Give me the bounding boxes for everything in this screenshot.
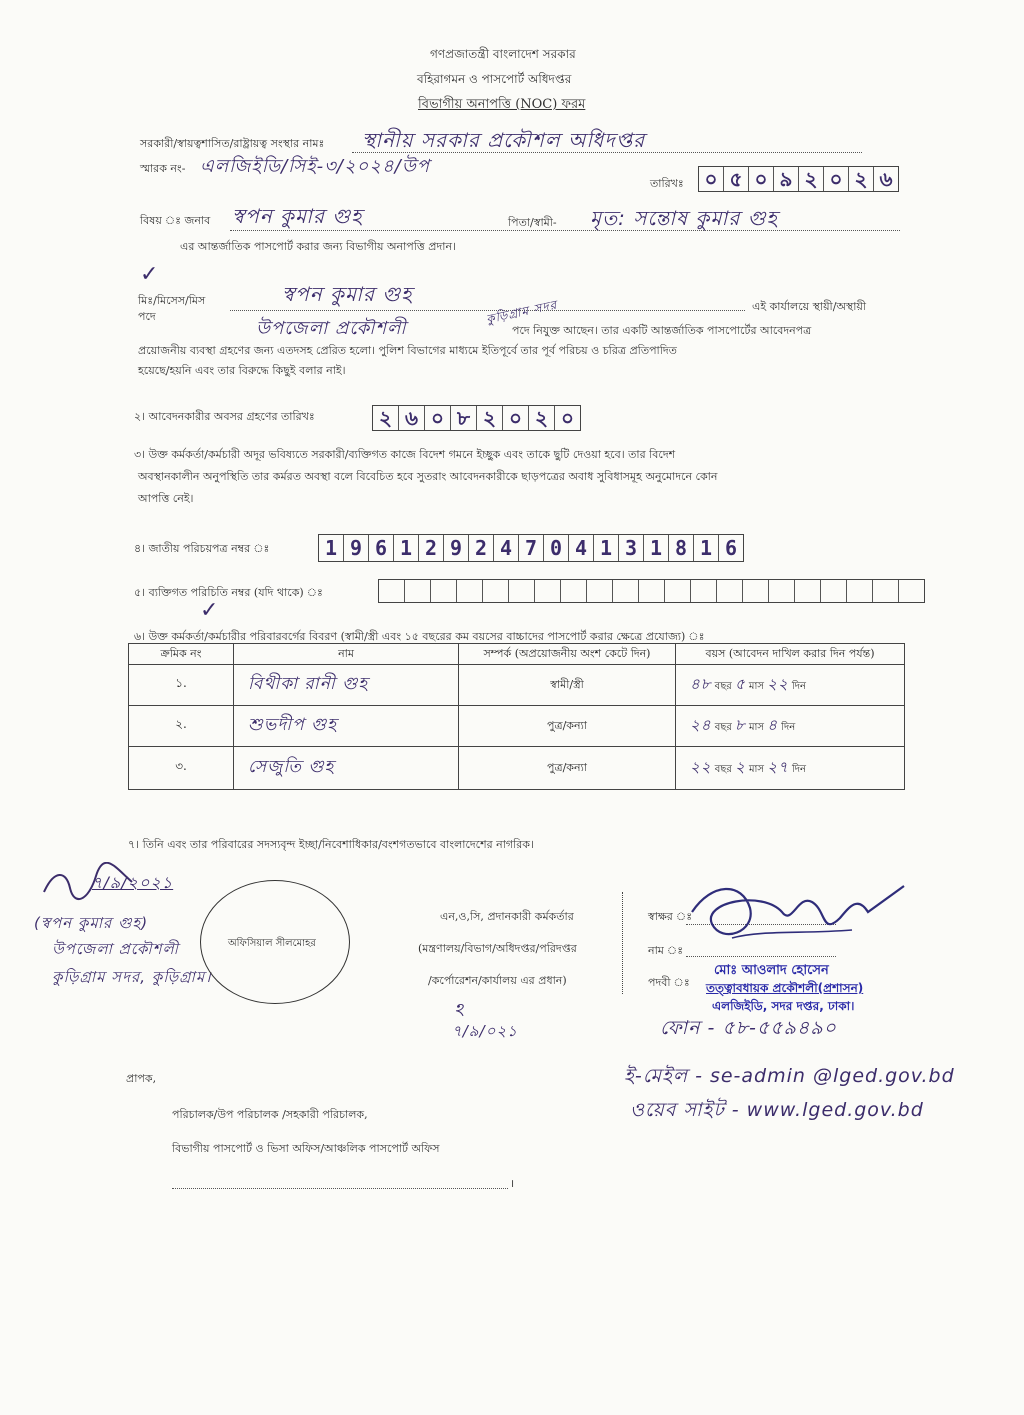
nid-digit: 3 — [619, 535, 644, 561]
applicant-sign-post: উপজেলা প্রকৌশলী — [52, 940, 179, 958]
recipient-line3-end: । — [510, 1177, 515, 1190]
government-name: গণপ্রজাতন্ত্রী বাংলাদেশ সরকার — [430, 47, 576, 61]
nid-digit: 1 — [644, 535, 669, 561]
post-value: উপজেলা প্রকৌশলী — [256, 318, 407, 339]
issuer-web: ওয়েব সাইট - www.lged.gov.bd — [630, 1099, 924, 1121]
age-months: ৮ — [735, 715, 746, 734]
office-value: স্থানীয় সরকার প্রকৌশল অধিদপ্তর — [362, 128, 646, 152]
row-relation: স্বামী/স্ত্রী — [459, 665, 676, 706]
row-relation: পুত্র/কন্যা — [459, 706, 676, 747]
year-unit: বছর — [714, 763, 732, 775]
nid-digit: 6 — [724, 536, 738, 560]
initial-mark: ঽ — [454, 1000, 465, 1021]
nid-digit: 1 — [594, 535, 619, 561]
table-row — [129, 665, 905, 706]
retire-digit: ৮ — [451, 406, 477, 430]
year-unit: বছর — [714, 680, 732, 692]
item3-line2: অবস্থানকালীন অনুপস্থিতি তার কর্মরত অবস্থা বলে বিবেচিত হবে সুতরাং আবেদনকারীকে ছাড়পত্রের অবাধ সুবিধাসমূহ অনুমোদনে কোন — [138, 470, 718, 483]
memo-label: স্মারক নং- — [140, 162, 186, 175]
post-extra: কুড়িগ্রাম সদর — [484, 297, 559, 327]
pid-boxes — [378, 579, 925, 603]
row-serial: ১. — [129, 665, 234, 706]
row-serial: ৩. — [129, 747, 234, 790]
date-digit: ০ — [824, 167, 849, 191]
initial-date: ৭/৯/০২১ — [452, 1022, 518, 1040]
row-name: সেজুতি গুহ — [248, 757, 335, 777]
age-days: ২৭ — [767, 757, 789, 776]
date-digit: ২ — [799, 167, 824, 191]
month-unit: মাস — [748, 680, 764, 692]
para1-line3: প্রয়োজনীয় ব্যবস্থা গ্রহণের জন্য এতদসহ প্রেরিত হলো। পুলিশ বিভাগের মাধ্যমে ইতিপূর্বে তার পূর্ব পরিচয় ও চরিত্র প্রতিপাদিত — [138, 344, 677, 357]
subject-name: স্বপন কুমার গুহ — [232, 204, 363, 228]
memo-date-label: তারিখঃ — [650, 177, 684, 190]
retire-digit: ২ — [373, 406, 399, 430]
office-text: এই কার্যালয়ে স্থায়ী/অস্থায়ী — [752, 300, 867, 313]
name-label: নাম ঃ — [648, 944, 684, 957]
recipient-dotline — [172, 1188, 508, 1189]
nid-digit: 8 — [669, 535, 694, 561]
check-mark: ✓ — [140, 262, 159, 287]
family-table-header — [129, 644, 905, 665]
stamp-office: এলজিইডি, সদর দপ্তর, ঢাকা। — [712, 999, 855, 1013]
age-days: ২২ — [767, 674, 789, 693]
para1-line2: পদে নিযুক্ত আছেন। তার একটি আন্তর্জাতিক পাসপোর্টের আবেদনপত্র — [512, 324, 812, 337]
day-unit: দিন — [791, 680, 806, 692]
date-digit: ৯ — [774, 167, 799, 191]
issuer-signature — [672, 872, 912, 962]
age-years: ২২ — [690, 757, 712, 776]
issuer-line2: (মন্ত্রণালয়/বিভাগ/অধিদপ্তর/পরিদপ্তর — [418, 942, 577, 955]
family-table — [128, 643, 905, 790]
nid-digit: 4 — [569, 535, 594, 561]
row-serial: ২. — [129, 706, 234, 747]
subject-line2: এর আন্তর্জাতিক পাসপোর্ট করার জন্য বিভাগীয় অনাপত্তি প্রদান। — [180, 240, 456, 253]
form-title: বিভাগীয় অনাপত্তি (NOC) ফরম — [418, 97, 586, 112]
item3-line3: আপত্তি নেই। — [138, 492, 194, 505]
retire-digit: ২ — [529, 406, 555, 430]
memo-date-boxes — [698, 166, 899, 192]
table-row — [129, 747, 905, 790]
post-label-issuer: পদবী ঃ — [648, 976, 690, 989]
stamp-name: মোঃ আওলাদ হোসেন — [714, 963, 829, 978]
nid-digit: 1 — [694, 535, 719, 561]
nid-digit: 6 — [369, 535, 394, 561]
age-months: ২ — [735, 757, 746, 776]
age-years: ৪৮ — [690, 674, 712, 693]
check-mark: ✓ — [200, 598, 219, 623]
date-digit: ০ — [699, 167, 724, 191]
nid-digit: 1 — [394, 535, 419, 561]
age-months: ৫ — [734, 674, 746, 693]
col-name: নাম — [234, 644, 459, 665]
father-label: পিতা/স্বামী- — [508, 216, 557, 229]
nid-digit: 7 — [519, 535, 544, 561]
nid-digit: 2 — [419, 535, 444, 561]
retire-label: ২। আবেদনকারীর অবসর গ্রহণের তারিখঃ — [134, 410, 315, 423]
memo-value: এলজিইডি/সিই-৩/২০২৪/উপ — [200, 156, 430, 177]
retire-digit: ০ — [503, 406, 529, 430]
row-relation: পুত্র/কন্যা — [459, 747, 676, 790]
issuer-divider — [622, 892, 623, 994]
recipient-label: প্রাপক, — [126, 1072, 157, 1085]
col-relation: সম্পর্ক (অপ্রয়োজনীয় অংশ কেটে দিন) — [459, 644, 676, 665]
applicant-sign-date: ৭/৯/২০২১ — [92, 873, 174, 892]
issuer-line3: /কর্পোরেশন/কার্যালয় এর প্রধান) — [428, 974, 567, 987]
table-row — [129, 706, 905, 747]
stamp-post: তত্ত্বাবধায়ক প্রকৌশলী(প্রশাসন) — [706, 981, 864, 995]
father-name: মৃত: সন্তোষ কুমার গুহ — [590, 206, 778, 230]
post-label: পদে — [138, 310, 156, 323]
col-serial: ক্রমিক নং — [129, 644, 234, 665]
date-digit: ২ — [849, 167, 874, 191]
para1-line4: হয়েছে/হয়নি এবং তার বিরুদ্ধে কিছুই বলার নাই। — [138, 364, 346, 377]
row-name: শুভদীপ গুহ — [248, 715, 338, 735]
retire-digit: ০ — [425, 406, 451, 430]
nid-digit: 4 — [494, 535, 519, 561]
citizen-text: ৭। তিনি এবং তার পরিবারের সদস্যবৃন্দ ইচ্ছা/নিবেশাধিকার/বংশগতভাবে বাংলাদেশের নাগরিক। — [128, 838, 534, 851]
applicant-sign-place: কুড়িগ্রাম সদর, কুড়িগ্রাম। — [52, 968, 212, 986]
date-digit: ৫ — [724, 167, 749, 191]
row-name: বিথীকা রানী গুহ — [248, 674, 369, 694]
date-digit: ৬ — [879, 167, 893, 191]
recipient-line1: পরিচালক/উপ পরিচালক /সহকারী পরিচালক, — [172, 1108, 368, 1121]
recipient-line2: বিভাগীয় পাসপোর্ট ও ভিসা অফিস/আঞ্চলিক পাসপোর্ট অফিস — [172, 1142, 440, 1155]
issuer-phone: ফোন - ৫৮-৫৫৯৪৯০ — [660, 1017, 837, 1039]
item3-line1: ৩। উক্ত কর্মকর্তা/কর্মচারী অদূর ভবিষ্যতে সরকারী/ব্যক্তিগত কাজে বিদেশ গমনে ইচ্ছুক এবং তাকে ছুটি দেওয়া হবে। তার বিদেশ — [134, 448, 676, 461]
col-age: বয়স (আবেদন দাখিল করার দিন পর্যন্ত) — [676, 644, 905, 665]
date-digit: ০ — [749, 167, 774, 191]
office-label: সরকারী/স্বায়ত্বশাসিত/রাষ্ট্রায়ত্ব সংস্থার নামঃ — [140, 137, 325, 150]
age-days: ৪ — [767, 715, 778, 734]
nid-digit: 0 — [544, 535, 569, 561]
nid-digit: 2 — [469, 535, 494, 561]
nid-label: ৪। জাতীয় পরিচয়পত্র নম্বর ঃ — [134, 542, 270, 555]
issuer-email: ই-মেইল - se-admin @lged.gov.bd — [624, 1065, 955, 1087]
retire-digit: ৬ — [399, 406, 425, 430]
month-unit: মাস — [748, 721, 764, 733]
retire-digit: ০ — [560, 406, 574, 430]
subject-dotline — [230, 230, 900, 231]
nid-digit: 9 — [344, 535, 369, 561]
mr-label: মিঃ/মিসেস/মিস — [138, 294, 206, 307]
applicant-sign-name: (স্বপন কুমার গুহ) — [34, 914, 149, 932]
day-unit: দিন — [791, 763, 807, 775]
day-unit: দিন — [781, 721, 796, 733]
month-unit: মাস — [748, 763, 765, 775]
sign-label: স্বাক্ষর ঃ — [648, 910, 693, 923]
nid-boxes — [318, 534, 744, 562]
year-unit: বছর — [714, 721, 732, 733]
issuer-line1: এন,ও,সি, প্রদানকারী কর্মকর্তার — [440, 910, 574, 923]
para1-name: স্বপন কুমার গুহ — [282, 282, 413, 306]
age-years: ২৪ — [690, 715, 712, 734]
family-label: ৬। উক্ত কর্মকর্তা/কর্মচারীর পরিবারবর্গের বিবরণ (স্বামী/স্ত্রী এবং ১৫ বছরের কম বয়সের বাচ্চাদের পাসপোর্ট করার ক্ষেত্রে প্রযোজ্য) ঃ — [134, 630, 705, 643]
pid-label: ৫। ব্যক্তিগত পরিচিতি নম্বর (যদি থাকে) ঃ — [134, 586, 323, 599]
nid-digit: 1 — [319, 535, 344, 561]
retire-digit: ২ — [477, 406, 503, 430]
subject-label: বিষয় ঃ জনাব — [140, 214, 211, 227]
department-name: বহিরাগমন ও পাসপোর্ট অধিদপ্তর — [417, 72, 572, 86]
retire-date-boxes — [372, 405, 581, 431]
nid-digit: 9 — [444, 535, 469, 561]
seal-label: অফিসিয়াল সীলমোহর — [228, 938, 316, 949]
